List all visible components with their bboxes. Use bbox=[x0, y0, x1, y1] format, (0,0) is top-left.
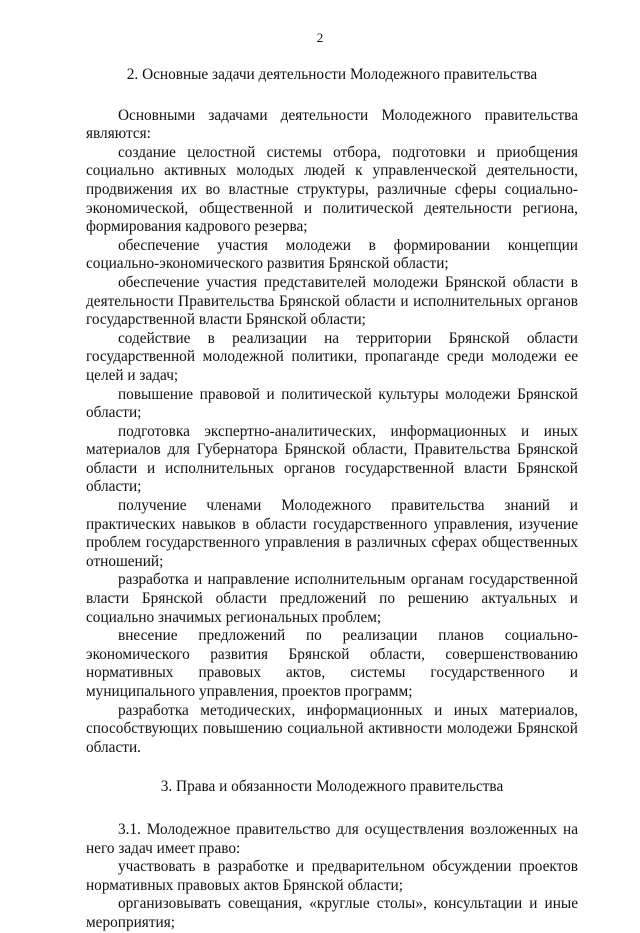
page-number: 2 bbox=[316, 30, 324, 45]
paragraph: 3.1. Молодежное правительство для осуществления возложенных на него задач имеет право: bbox=[86, 820, 578, 857]
list-item: содействие в реализации на территории Брянской области государственной молодежной политики, пропаганде среди молодежи ее целей и задач; bbox=[86, 329, 578, 384]
document-body bbox=[86, 66, 578, 933]
list-item: разработка методических, информационных и иных материалов, способствующих повышению социальной активности молодежи Брянской области. bbox=[86, 701, 578, 756]
list-item: подготовка экспертно-аналитических, информационных и иных материалов для Губернатора Брянской области, Правительства Брянской области и исполнительных органов государственной власти Брянской области; bbox=[86, 422, 578, 496]
list-item: создание целостной системы отбора, подготовки и приобщения социально активных молодых людей к управленческой деятельности, продвижения их во властные структуры, различные сферы социально-экономической, общественной и политической деятельности региона, формирования кадрового резерва; bbox=[86, 143, 578, 236]
list-item: обеспечение участия молодежи в формировании концепции социально-экономического развития Брянской области; bbox=[86, 236, 578, 273]
list-item: получение членами Молодежного правительства знаний и практических навыков в области государственного управления, изучение проблем государственного управления в различных сферах общественных отношений; bbox=[86, 497, 578, 570]
list-item: участвовать в разработке и предварительном обсуждении проектов нормативных правовых актов Брянской области; bbox=[86, 858, 578, 894]
paragraph: Основными задачами деятельности Молодежного правительства являются: bbox=[86, 106, 578, 143]
list-item: внесение предложений по реализации планов социально-экономического развития Брянской области, совершенствованию нормативных правовых актов, системы государственного и муниципального управления, проектов программ; bbox=[86, 627, 578, 700]
section-3-heading: 3. Права и обязанности Молодежного правительства bbox=[160, 778, 504, 796]
list-item: повышение правовой и политической культуры молодежи Брянской области; bbox=[86, 385, 578, 422]
list-item: обеспечение участия представителей молодежи Брянской области в деятельности Правительства Брянской области и исполнительных органов государственной власти Брянской области; bbox=[86, 273, 578, 329]
section-2-heading: 2. Основные задачи деятельности Молодежного правительства bbox=[126, 66, 538, 83]
list-item: организовывать совещания, «круглые столы», консультации и иные мероприятия; bbox=[86, 895, 578, 931]
list-item: разработка и направление исполнительным органам государственной власти Брянской области предложений по решению актуальных и социально значимых региональных проблем; bbox=[86, 571, 578, 626]
